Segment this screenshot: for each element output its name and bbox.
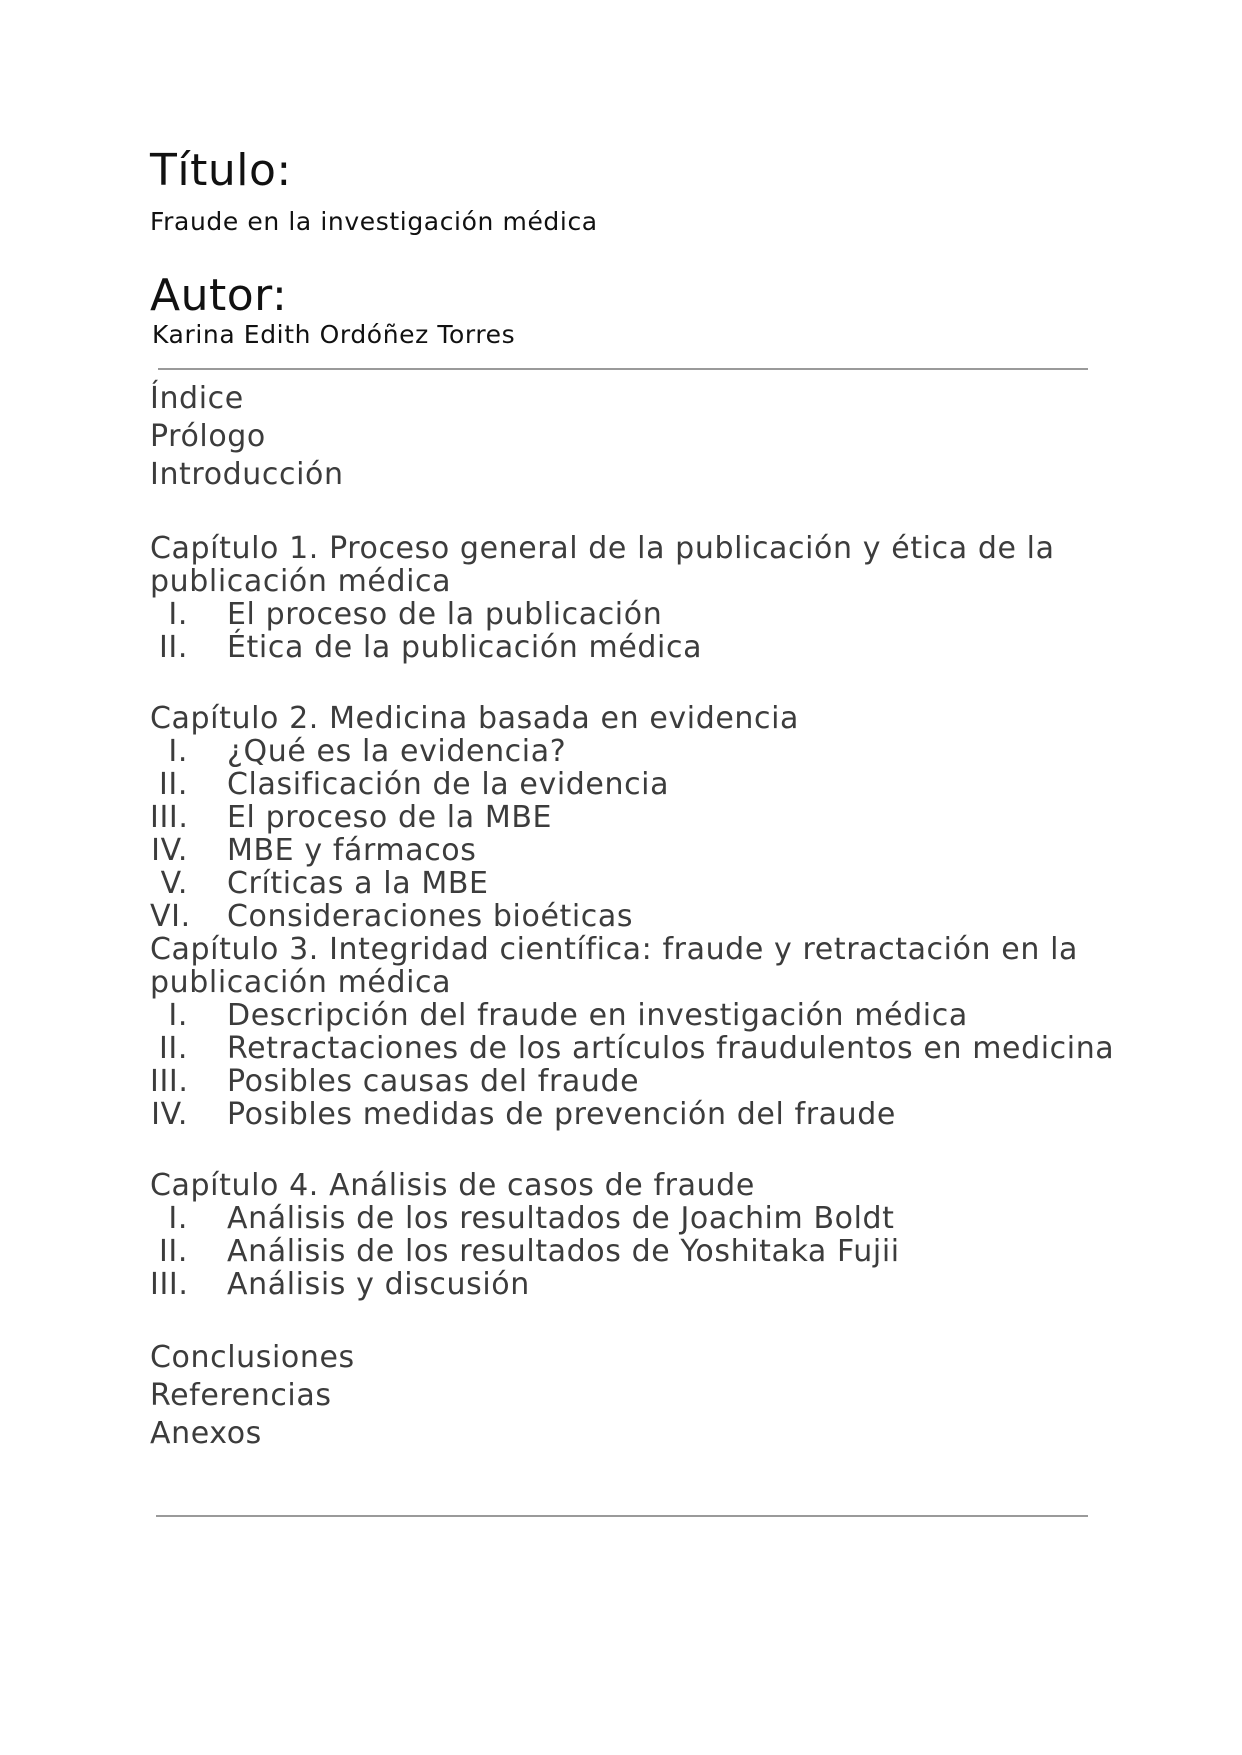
document-title: Fraude en la investigación médica [150, 207, 598, 236]
section-title: Clasificación de la evidencia [227, 767, 670, 802]
roman-numeral: VI. [150, 899, 191, 934]
section-title: Descripción del fraude en investigación médica [227, 998, 968, 1033]
section-title: Ética de la publicación médica [227, 630, 703, 665]
roman-numeral: II. [158, 767, 188, 802]
chapter-1-item [150, 631, 1110, 664]
chapter-3-title: Capítulo 3. Integridad científica: fraude y retractación en la publicación médica [150, 932, 1079, 1000]
chapter-2-item [150, 867, 1110, 900]
author-label: Autor: [150, 270, 288, 321]
chapter-2-item [150, 900, 1110, 933]
section-title: Críticas a la MBE [227, 866, 489, 901]
toc-item-conclusiones: Conclusiones [150, 1340, 355, 1375]
table-of-contents [150, 380, 1115, 1453]
roman-numeral: I. [168, 597, 188, 632]
chapter-4-item [150, 1268, 1110, 1301]
chapter-3-item [150, 1065, 1110, 1098]
section-title: El proceso de la MBE [227, 800, 553, 835]
roman-numeral: II. [158, 630, 188, 665]
roman-numeral: II. [158, 1031, 188, 1066]
chapter-2-item [150, 768, 1110, 801]
chapter-1-item [150, 598, 1110, 631]
chapter-4-item [150, 1202, 1110, 1235]
roman-numeral: V. [160, 866, 188, 901]
toc-item-anexos: Anexos [150, 1416, 262, 1451]
roman-numeral: III. [150, 1064, 189, 1099]
roman-numeral: IV. [151, 833, 188, 868]
chapter-4-title: Capítulo 4. Análisis de casos de fraude [150, 1168, 755, 1203]
toc-item-referencias: Referencias [150, 1378, 332, 1413]
chapter-2-item [150, 801, 1110, 834]
title-label: Título: [150, 145, 292, 196]
roman-numeral: I. [168, 998, 188, 1033]
author-name: Karina Edith Ordóñez Torres [152, 320, 516, 349]
chapter-4-item [150, 1235, 1110, 1268]
toc-item-introduccion: Introducción [150, 457, 344, 492]
roman-numeral: III. [150, 800, 189, 835]
section-title: ¿Qué es la evidencia? [227, 734, 567, 769]
bottom-divider [156, 1515, 1088, 1517]
chapter-1-title: Capítulo 1. Proceso general de la publicación y ética de la publicación médica [150, 531, 1055, 599]
chapter-2-item [150, 735, 1110, 768]
section-title: Análisis y discusión [227, 1267, 530, 1302]
chapter-3-item [150, 1031, 1115, 1066]
toc-item-indice: Índice [150, 381, 244, 416]
chapter-3-item [150, 999, 1110, 1032]
roman-numeral: I. [168, 1201, 188, 1236]
section-title: Retractaciones de los artículos fraudulentos en medicina [227, 1031, 1115, 1066]
spacer [150, 1301, 1110, 1339]
spacer [150, 664, 1110, 702]
roman-numeral: IV. [151, 1097, 188, 1132]
section-title: Posibles causas del fraude [227, 1064, 640, 1099]
chapter-2-title: Capítulo 2. Medicina basada en evidencia [150, 701, 800, 736]
section-title: Análisis de los resultados de Yoshitaka Fujii [227, 1234, 900, 1269]
section-title: Análisis de los resultados de Joachim Boldt [227, 1201, 895, 1236]
roman-numeral: I. [168, 734, 188, 769]
spacer [150, 494, 1110, 532]
roman-numeral: II. [158, 1234, 188, 1269]
top-divider [158, 368, 1088, 370]
toc-item-prologo: Prólogo [150, 419, 266, 454]
section-title: Consideraciones bioéticas [227, 899, 634, 934]
spacer [150, 1131, 1110, 1169]
chapter-3-item [150, 1098, 1110, 1131]
section-title: El proceso de la publicación [227, 597, 663, 632]
chapter-2-item [150, 834, 1110, 867]
section-title: Posibles medidas de prevención del fraude [227, 1097, 896, 1132]
section-title: MBE y fármacos [227, 833, 477, 868]
roman-numeral: III. [150, 1267, 189, 1302]
